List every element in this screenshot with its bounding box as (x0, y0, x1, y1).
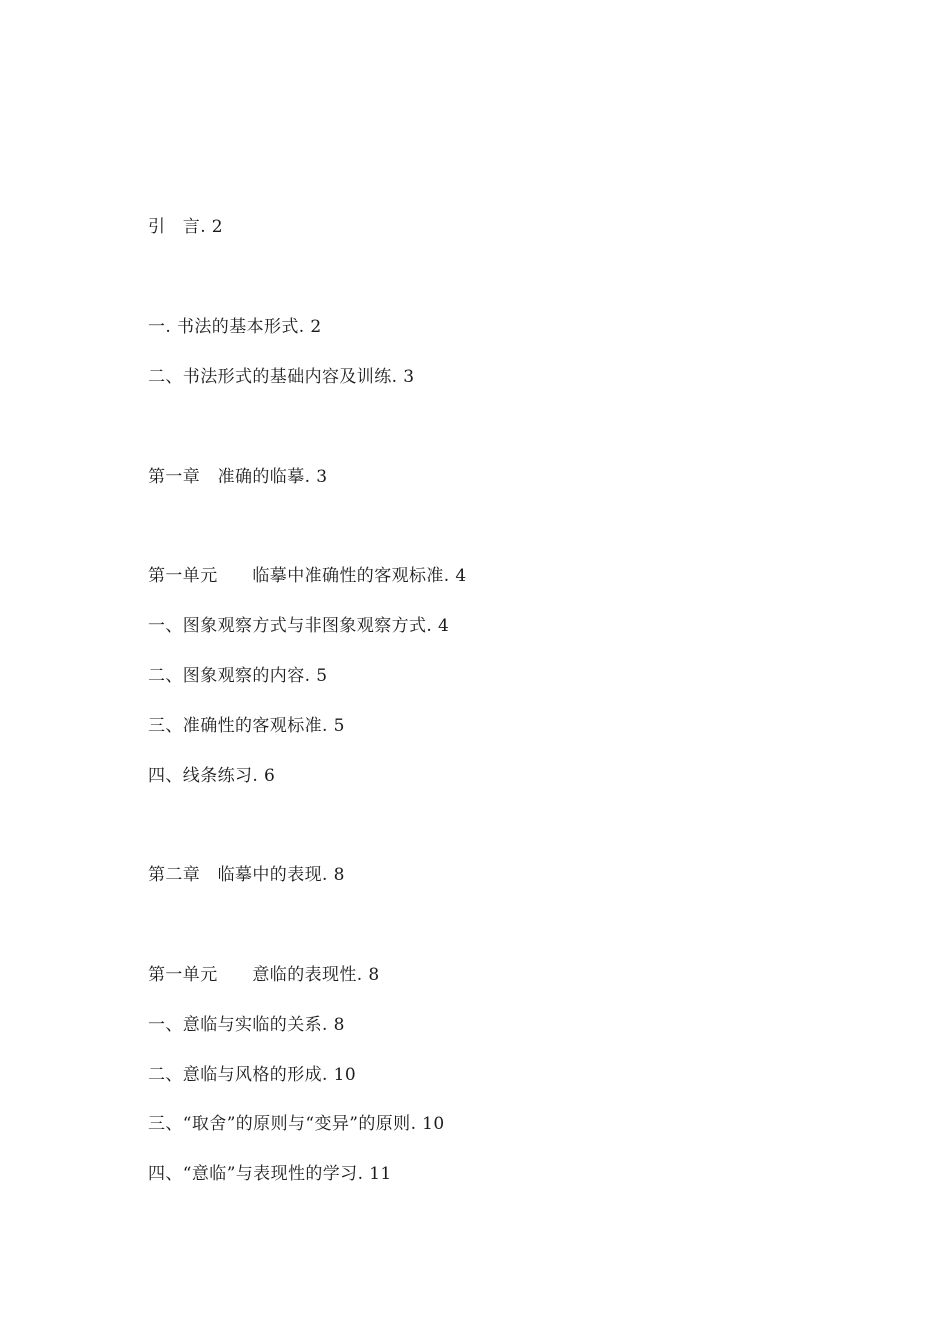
toc-entry-basic-form[interactable]: 一. 书法的基本形式. 2 (148, 317, 322, 337)
toc-entry-observation-methods[interactable]: 一、图象观察方式与非图象观察方式. 4 (148, 616, 450, 636)
toc-entry-form-training[interactable]: 二、书法形式的基础内容及训练. 3 (148, 367, 415, 387)
toc-entry-chapter-1-unit-1[interactable]: 第一单元 临摹中准确性的客观标准. 4 (148, 566, 467, 586)
toc-entry-line-practice[interactable]: 四、线条练习. 6 (148, 766, 276, 786)
toc-entry-selection-variation[interactable]: 三、“取舍”的原则与“变异”的原则. 10 (148, 1114, 445, 1134)
toc-entry-chapter-2-unit-1[interactable]: 第一单元 意临的表现性. 8 (148, 965, 380, 985)
toc-entry-introduction[interactable]: 引 言. 2 (148, 217, 224, 237)
toc-entry-objective-standard[interactable]: 三、准确性的客观标准. 5 (148, 716, 345, 736)
table-of-contents (148, 0, 908, 1344)
toc-entry-expressive-study[interactable]: 四、“意临”与表现性的学习. 11 (148, 1164, 392, 1184)
toc-entry-chapter-1[interactable]: 第一章 准确的临摹. 3 (148, 467, 328, 487)
toc-entry-style-formation[interactable]: 二、意临与风格的形成. 10 (148, 1065, 357, 1085)
toc-entry-chapter-2[interactable]: 第二章 临摹中的表现. 8 (148, 865, 345, 885)
toc-entry-observation-content[interactable]: 二、图象观察的内容. 5 (148, 666, 328, 686)
toc-entry-free-vs-exact[interactable]: 一、意临与实临的关系. 8 (148, 1015, 345, 1035)
